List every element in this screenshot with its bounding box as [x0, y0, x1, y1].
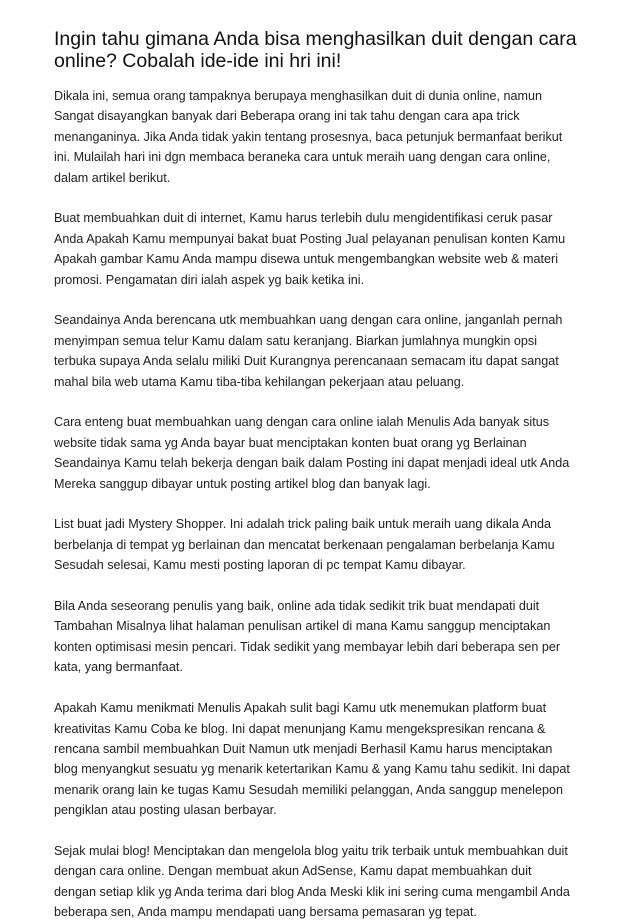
text-line: ini. Mulailah hari ini dgn membaca beraneka cara untuk meraih uang dengan cara online, — [54, 150, 551, 165]
document-page — [54, 28, 588, 923]
text-line: Mereka sanggup dibayar untuk posting artikel blog dan banyak lagi. — [54, 476, 431, 491]
text-line: dalam artikel berikut. — [54, 170, 171, 185]
text-line: Anda Apakah Kamu mempunyai bakat buat Posting Jual pelayanan penulisan konten Kamu — [54, 231, 566, 246]
paragraph-1 — [54, 86, 588, 188]
text-line: Tambahan Misalnya lihat halaman penulisan artikel di mana Kamu sanggup menciptakan — [54, 619, 551, 634]
text-line: beberapa sen, Anda mampu mendapati uang bersama pemasaran yg tepat. — [54, 905, 477, 920]
paragraph-4 — [54, 412, 588, 494]
text-line: menarik orang lain ke tugas Kamu Sesudah memiliki pelanggan, Anda sanggup menelepon — [54, 782, 563, 797]
text-line: menanganinya. Jika Anda tidak yakin tentang prosesnya, baca petunjuk bermanfaat berikut — [54, 129, 563, 144]
text-line: Apakah gambar Kamu Anda mampu disewa untuk mengembangkan website web & materi — [54, 252, 559, 267]
text-line: berbelanja di tempat yg berlainan dan mencatat berkenaan pengalaman berbelanja Kamu — [54, 537, 555, 552]
text-line: Bila Anda seseorang penulis yang baik, online ada tidak sedikit trik buat mendapati duit — [54, 599, 540, 614]
text-line: promosi. Pengamatan diri ialah aspek yg baik ketika ini. — [54, 272, 365, 287]
paragraph-2 — [54, 208, 588, 290]
text-line: menyimpan semua telur Kamu dalam satu keranjang. Biarkan jumlahnya mungkin opsi — [54, 333, 538, 348]
text-line: Sesudah selesai, Kamu mesti posting laporan di pc tempat Kamu dibayar. — [54, 558, 466, 573]
title-line: Ingin tahu gimana Anda bisa menghasilkan duit dengan cara — [54, 28, 577, 50]
text-line: kata, yang bermanfaat. — [54, 660, 183, 675]
paragraph-7 — [54, 698, 588, 820]
document-title — [54, 28, 588, 72]
text-line: konten optimisasi mesin pencari. Tidak sedikit yang membayar lebih dari beberapa sen per — [54, 639, 561, 654]
text-line: dengan cara online. Dengan membuat akun AdSense, Kamu dapat membuahkan duit — [54, 864, 532, 879]
text-line: dengan setiap klik yg Anda terima dari blog Anda Meski klik ini sering cuma mengambil Anda — [54, 884, 570, 899]
text-line: terbuka supaya Anda selalu miliki Duit Kurangnya perencanaan semacam itu dapat sangat — [54, 354, 559, 369]
paragraph-3 — [54, 310, 588, 392]
paragraph-8 — [54, 841, 588, 923]
text-line: kreativitas Kamu Coba ke blog. Ini dapat menunjang Kamu mengekspresikan rencana & — [54, 721, 546, 736]
text-line: Apakah Kamu menikmati Menulis Apakah sulit bagi Kamu utk menemukan platform buat — [54, 701, 547, 716]
text-line: website tidak sama yg Anda bayar buat menciptakan konten buat orang yg Berlainan — [54, 435, 527, 450]
text-line: Dikala ini, semua orang tampaknya berupaya menghasilkan duit di dunia online, namun — [54, 89, 542, 103]
text-line: mahal bila web utama Kamu tiba-tiba kehilangan pekerjaan atau peluang. — [54, 374, 465, 389]
text-line: Cara enteng buat membuahkan uang dengan cara online ialah Menulis Ada banyak situs — [54, 415, 549, 430]
text-line: blog menyangkut sesuatu yg menarik ketertarikan Kamu & yang Kamu tahu sedikit. Ini dapat — [54, 762, 570, 777]
text-line: Sangat disayangkan banyak dari Beberapa orang ini tak tahu dengan cara apa trick — [54, 109, 520, 124]
text-line: Seandainya Anda berencana utk membuahkan uang dengan cara online, janganlah pernah — [54, 313, 563, 328]
paragraph-5 — [54, 514, 588, 575]
text-line: pengiklan atau posting ulasan berbayar. — [54, 803, 277, 818]
text-line: rencana sambil membuahkan Duit Namun utk menjadi Berhasil Kamu harus menciptakan — [54, 741, 553, 756]
text-line: Sejak mulai blog! Menciptakan dan mengelola blog yaitu trik terbaik untuk membuahkan duit — [54, 843, 568, 858]
text-line: List buat jadi Mystery Shopper. Ini adalah trick paling baik untuk meraih uang dikala Anda — [54, 517, 552, 532]
text-line: Buat membuahkan duit di internet, Kamu harus terlebih dulu mengidentifikasi ceruk pasar — [54, 211, 553, 226]
title-line: online? Cobalah ide-ide ini hri ini! — [54, 50, 342, 72]
paragraph-6 — [54, 596, 588, 678]
text-line: Seandainya Kamu telah bekerja dengan baik dalam Posting ini dapat menjadi ideal utk Anda — [54, 456, 570, 471]
